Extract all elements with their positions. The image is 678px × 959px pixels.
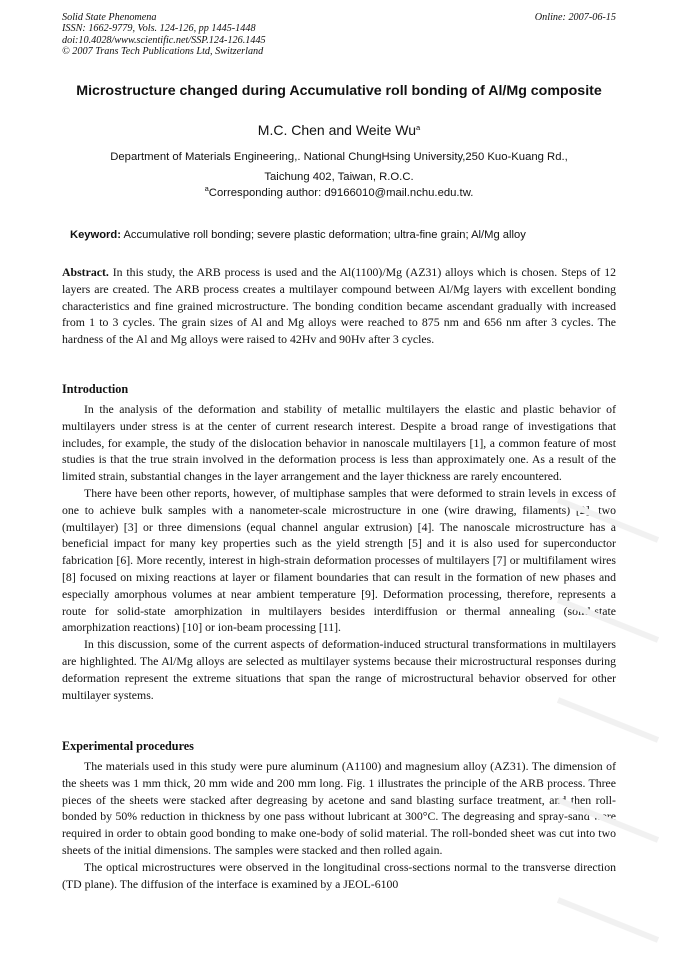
- author-superscript: a: [416, 123, 421, 132]
- issn-line: ISSN: 1662-9779, Vols. 124-126, pp 1445-1448: [62, 23, 256, 35]
- exp-paragraph-2: The optical microstructures were observed in the longitudinal cross-sections normal to the transverse direction (TD plane). The diffusion of the interface is examined by a JEOL-6100: [62, 859, 616, 891]
- copyright-line: © 2007 Trans Tech Publications Ltd, Switzerland: [62, 46, 264, 58]
- abstract: [62, 264, 616, 348]
- corresponding-author: [62, 185, 616, 202]
- abstract-text: In this study, the ARB process is used and the Al(1100)/Mg (AZ31) alloys which is chosen. Steps of 12 layers are created. The ARB process creates a multilayer compound between Al/Mg layers with excellent bonding characteristics and fine grained microstructure. The bonding condition became ascendant gradually with increased from 1 to 3 cycles. The grain sizes of Al and Mg alloys were reached to 875 nm and 656 nm after 3 cycles. The hardness of the Al and Mg alloys were raised to 42Hv and 90Hv after 3 cycles.: [62, 265, 616, 347]
- corresponding-text: Corresponding author: d9166010@mail.nchu.edu.tw.: [208, 187, 474, 199]
- intro-paragraph-1: In the analysis of the deformation and stability of metallic multilayers the elastic and plastic behavior of multilayers under stress is at the center of current research interest. Despite a broad range of investigations that includes, for example, the study of the dislocation behavior in nanoscale multilayers [1], a common feature of most studies is that the true strain involved in the deformation process is less than approximately one. As a result of the limited strain, substantial changes in the layer arrangement and the layer thickness are rarely encountered.: [62, 402, 616, 484]
- publication-metadata: [62, 12, 266, 58]
- experimental-body: [62, 758, 616, 892]
- online-date: Online: 2007-06-15: [534, 12, 616, 23]
- intro-paragraph-3: In this discussion, some of the current aspects of deformation-induced structural transformations in multilayers are highlighted. The Al/Mg alloys are selected as multilayer systems because their microstructural responses during deformation represent the extreme situations that span the range of microstructural behavior observed for other multilayer systems.: [62, 637, 616, 702]
- keywords-label: Keyword:: [70, 229, 121, 241]
- keywords: [70, 228, 616, 243]
- affiliation: [62, 147, 616, 187]
- experimental-heading: Experimental procedures: [62, 739, 194, 753]
- corresponding-superscript: a: [204, 184, 209, 193]
- affiliation-line-1: Department of Materials Engineering,. National ChungHsing University,250 Kuo-Kuang Rd.,: [110, 151, 568, 163]
- exp-paragraph-1: The materials used in this study were pure aluminum (A1100) and magnesium alloy (AZ31). The dimension of the sheets was 1 mm thick, 20 mm wide and 200 mm long. Fig. 1 illustrates the principle of the ARB process. Three pieces of the sheets were stacked after degreasing by acetone and sand blasting surface treatment, and then roll-bonded by 50% reduction in thickness by one pass without lubricant at 300°C. The degreasing and spray-sand were required in order to obtain good bonding to make one-body of solid material. The roll-bonded sheet was cut into two sheets of the initial dimensions. The samples were stacked and then rolled again.: [62, 759, 616, 857]
- affiliation-line-2: Taichung 402, Taiwan, R.O.C.: [264, 171, 414, 183]
- doi-line: doi:10.4028/www.scientific.net/SSP.124-126.1445: [62, 34, 266, 46]
- introduction-body: [62, 401, 616, 703]
- paper-title: Microstructure changed during Accumulative roll bonding of Al/Mg composite: [76, 83, 602, 99]
- author-line: [62, 121, 616, 139]
- introduction-heading: Introduction: [62, 382, 129, 396]
- abstract-label: Abstract.: [62, 265, 109, 279]
- keywords-text: Accumulative roll bonding; severe plastic deformation; ultra-fine grain; Al/Mg alloy: [120, 229, 526, 241]
- intro-paragraph-2: There have been other reports, however, of multiphase samples that were deformed to strain levels in excess of one to achieve bulk samples with a nanometer-scale microstructure in one (wire drawing, filaments) [2], two (multilayer) [3] or three dimensions (equal channel angular extrusion) [4]. The nanoscale microstructure has a beneficial impact for many key properties such as the yield strength [5] and it is also used for superconductor fabrication [6]. More recently, interest in high-strain deformation processes of multilayers [7] or multifilament wires [8] focused on mixing reactions at layer or filament boundaries that can result in the formation of new phases and especially amorphous volumes at near ambient temperature [9]. Deformation processing, therefore, represents a route for solid-state amorphization in multilayers besides interdiffusion or thermal annealing (solid-state amorphization reactions) [10] or ion-beam processing [11].: [62, 485, 616, 635]
- author-names: M.C. Chen and Weite Wu: [257, 122, 417, 138]
- journal-name: Solid State Phenomena: [62, 12, 157, 23]
